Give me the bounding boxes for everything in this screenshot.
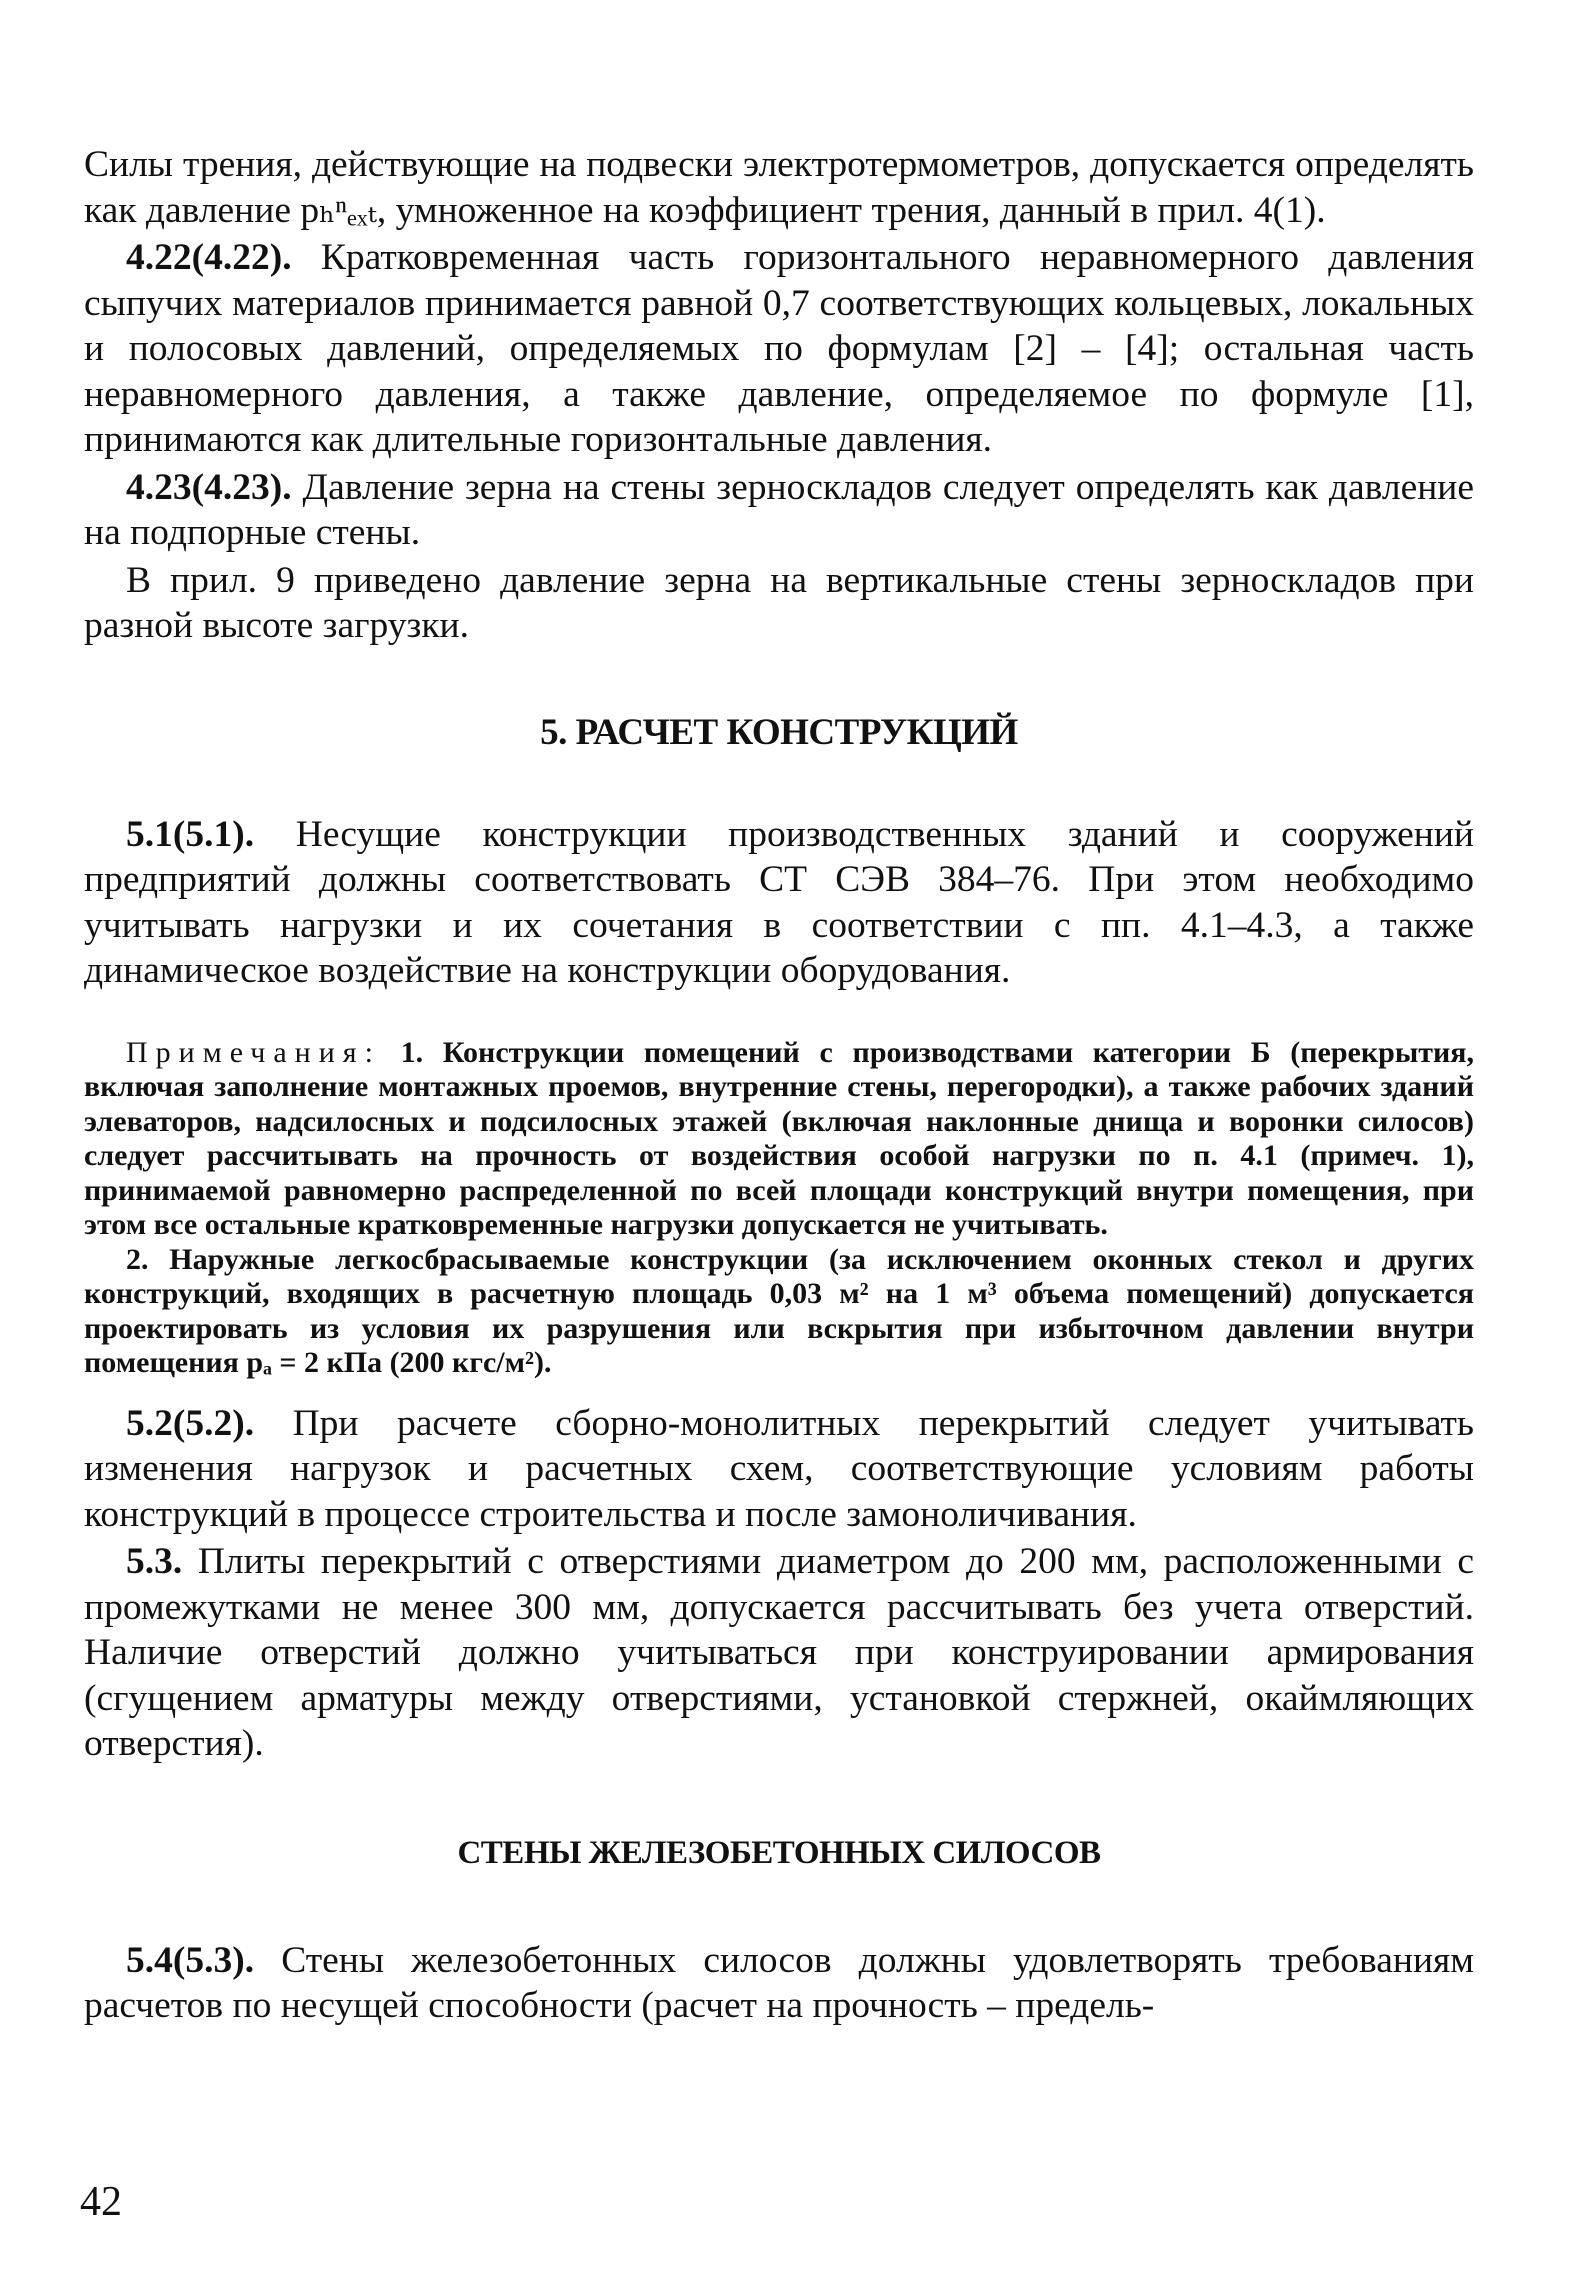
clause-number: 5.2(5.2). (126, 1402, 255, 1444)
paragraph-text: При расчете сборно-монолитных перекрытий следует учитывать изменения нагрузок и расчетных схем, соответствующие условиям работы конструкций в процессе строительства и после замоноличивания. (84, 1402, 1474, 1535)
note-text: 1. Конструкции помещений с производствами категории Б (перекрытия, включая заполнение монтажных проемов, внутренние стены, перегородки), а также рабочих зданий элеваторов, надсилосных и подсилосных этажей (включая наклонные днища и воронки силосов) следует рассчитывать на прочность от воздействия особой нагрузки по п. 4.1 (примеч. 1), принимаемой равномерно распределенной по всей площади конструкций внутри помещения, при этом все остальные кратковременные нагрузки допускается не учитывать. (84, 1035, 1474, 1241)
paragraph-text: Давление зерна на стены зерноскладов следует определять как давление на подпорные стены. (84, 466, 1474, 553)
subsection-heading: СТЕНЫ ЖЕЛЕЗОБЕТОННЫХ СИЛОСОВ (457, 1834, 1101, 1871)
page-body (84, 142, 1474, 2031)
paragraph-5-2 (84, 1401, 1474, 1538)
paragraph-text: Силы трения, действующие на подвески электротермометров, допускается определять как давление pₕⁿₑₓₜ, умноженное на коэффициент трения, данный в прил. 4(1). (84, 144, 1474, 231)
paragraph-4-23 (84, 465, 1474, 556)
note-1 (84, 1036, 1474, 1243)
paragraph-text: Кратковременная часть горизонтального неравномерного давления сыпучих материалов принимается равной 0,7 соответствующих кольцевых, локальных и полосовых давлений, определяемых по формулам [2] – [4]; остальная часть неравномерного давления, а также давление, определяемое по формуле [1], принимаются как длительные горизонтальные давления. (84, 237, 1474, 460)
paragraph-appendix-9 (84, 558, 1474, 649)
clause-number: 5.3. (126, 1541, 183, 1582)
paragraph-5-3 (84, 1539, 1474, 1767)
paragraph-text: Стены железобетонных силосов должны удовлетворять требованиям расчетов по несущей способности (расчет на прочность – предель- (84, 1939, 1474, 2026)
clause-number: 5.4(5.3). (126, 1939, 255, 1981)
paragraph-friction (84, 142, 1474, 233)
notes-block (84, 1036, 1474, 1381)
paragraph-text: Несущие конструкции производственных зданий и сооружений предприятий должны соответствовать СТ СЭВ 384–76. При этом необходимо учитывать нагрузки и их сочетания в соответствии с пп. 4.1–4.3, а также динамическое воздействие на конструкции оборудования. (84, 813, 1474, 991)
section-heading: 5. РАСЧЕТ КОНСТРУКЦИЙ (540, 711, 1018, 753)
paragraph-text: Плиты перекрытий с отверстиями диаметром до 200 мм, расположенными с промежутками не менее 300 мм, допускается рассчитывать без учета отверстий. Наличие отверстий должно учитываться при конструировании армирования (сгущением арматуры между отверстиями, установкой стержней, окаймляющих отверстия). (84, 1541, 1474, 1764)
paragraph-4-22 (84, 235, 1474, 463)
clause-number: 5.1(5.1). (126, 813, 255, 855)
paragraph-5-4 (84, 1938, 1474, 2029)
clause-number: 4.22(4.22). (126, 237, 292, 278)
clause-number: 4.23(4.23). (126, 466, 292, 508)
page-number: 42 (80, 2179, 122, 2225)
paragraph-text: В прил. 9 приведено давление зерна на вертикальные стены зерноскладов при разной высоте загрузки. (84, 559, 1474, 646)
paragraph-5-1 (84, 812, 1474, 994)
note-text: 2. Наружные легкосбрасываемые конструкции (за исключением оконных стекол и других конструкций, входящих в расчетную площадь 0,03 м² на 1 м³ объема помещений) допускается проектировать из условия их разрушения или вскрытия при избыточном давлении внутри помещения pₐ = 2 кПа (200 кгс/м²). (84, 1242, 1474, 1379)
notes-label: Примечания: (126, 1035, 381, 1069)
note-2 (84, 1243, 1474, 1381)
